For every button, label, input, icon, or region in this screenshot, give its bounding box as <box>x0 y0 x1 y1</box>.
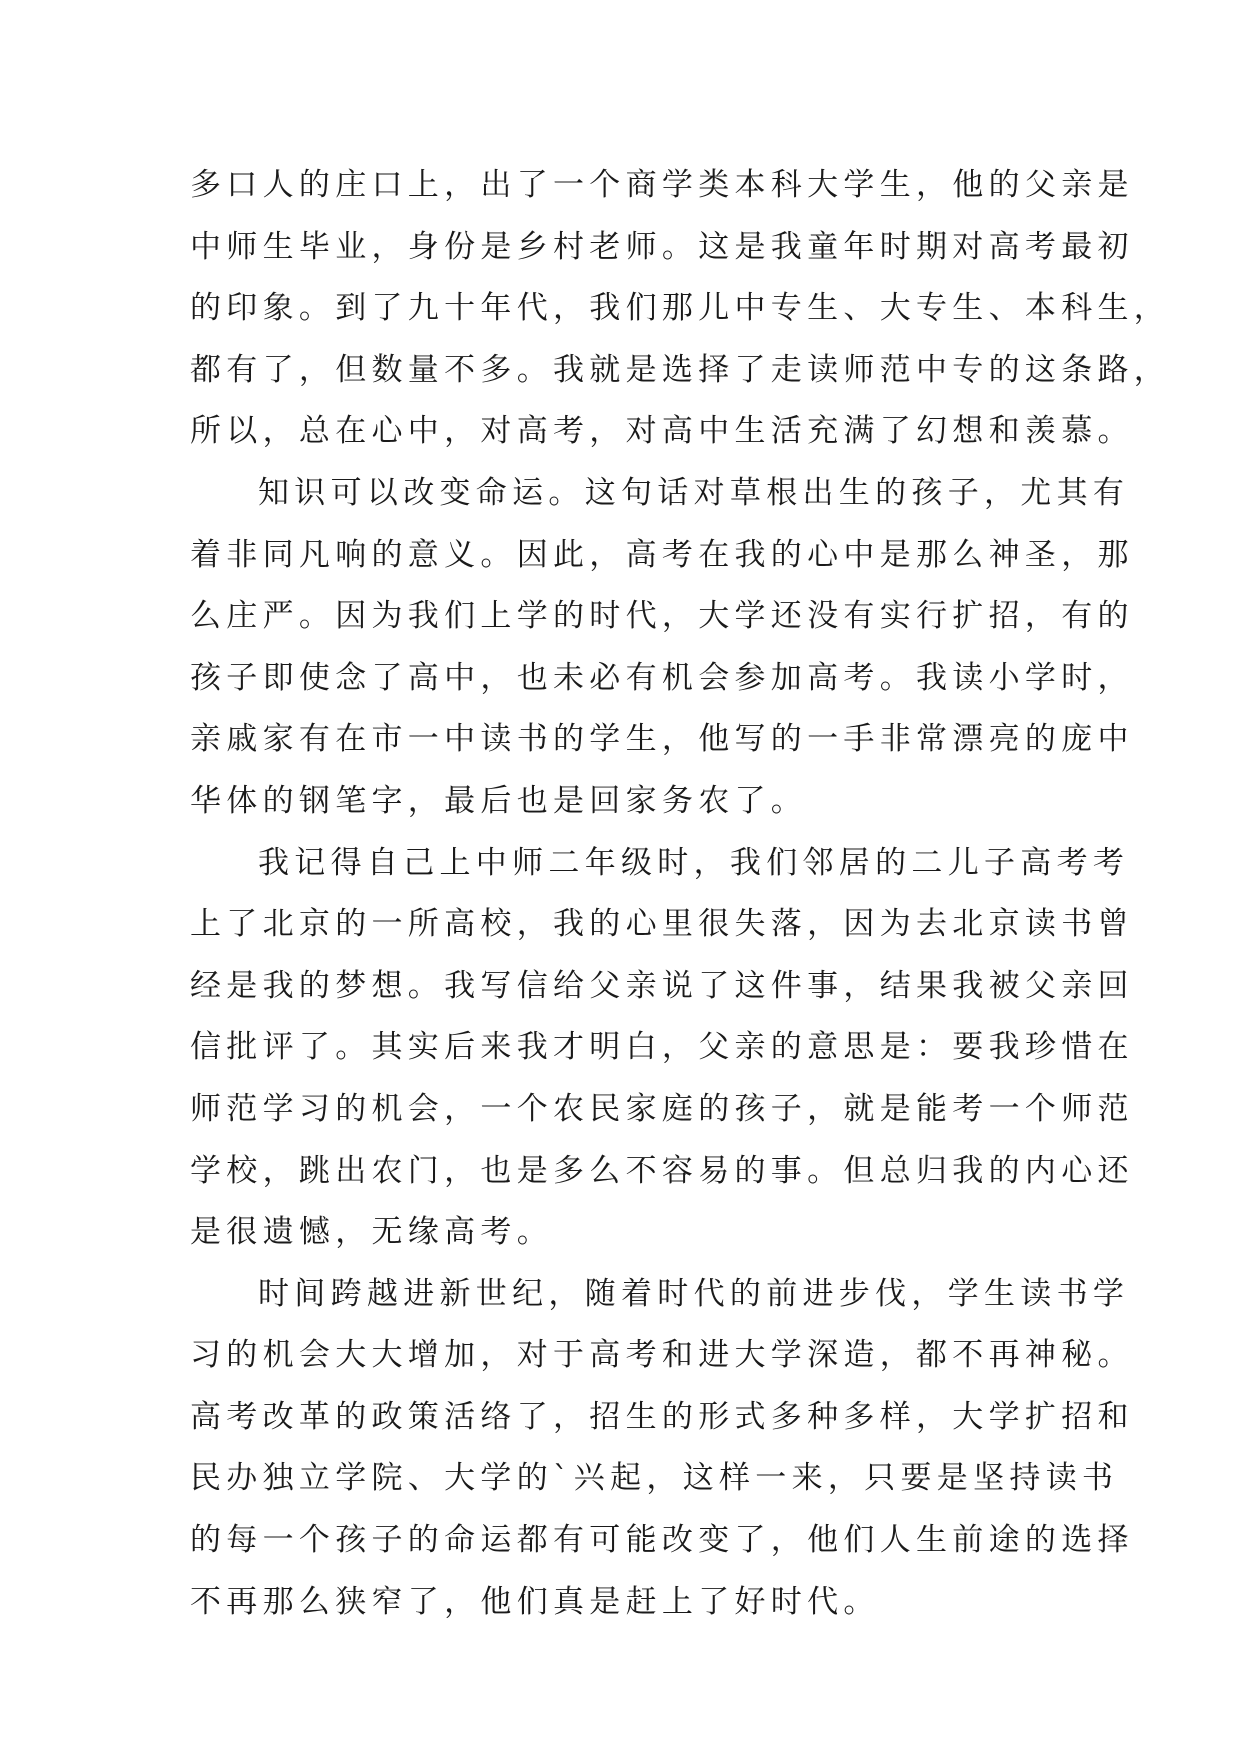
text-line: 的每一个孩子的命运都有可能改变了，他们人生前途的选择 <box>190 1522 1134 1559</box>
text-line: 孩子即使念了高中，也未必有机会参加高考。我读小学时， <box>190 659 1134 696</box>
text-line: 学校，跳出农门，也是多么不容易的事。但总归我的内心还 <box>190 1152 1134 1189</box>
text-line: 亲戚家有在市一中读书的学生，他写的一手非常漂亮的庞中 <box>190 721 1134 758</box>
text-line: 习的机会大大增加，对于高考和进大学深造，都不再神秘。 <box>190 1337 1134 1374</box>
text-line: 都有了，但数量不多。我就是选择了走读师范中专的这条路， <box>190 351 1171 388</box>
paragraph-first-line: 我记得自己上中师二年级时，我们邻居的二儿子高考考 <box>258 844 1130 881</box>
text-line: 师范学习的机会，一个农民家庭的孩子，就是能考一个师范 <box>190 1090 1134 1127</box>
paragraph-first-line: 时间跨越进新世纪，随着时代的前进步伐，学生读书学 <box>258 1275 1130 1312</box>
text-line: 着非同凡响的意义。因此，高考在我的心中是那么神圣，那 <box>190 536 1134 573</box>
text-line: 所以，总在心中，对高考，对高中生活充满了幻想和羡慕。 <box>190 413 1134 450</box>
text-line: 民办独立学院、大学的`兴起，这样一来，只要是坚持读书 <box>190 1460 1119 1497</box>
text-line: 多口人的庄口上，出了一个商学类本科大学生，他的父亲是 <box>190 167 1134 203</box>
article-body <box>190 155 1171 1633</box>
text-line: 的印象。到了九十年代，我们那儿中专生、大专生、本科生， <box>190 290 1171 327</box>
text-line: 中师生毕业，身份是乡村老师。这是我童年时期对高考最初 <box>190 228 1134 265</box>
text-line: 华体的钢笔字，最后也是回家务农了。 <box>190 782 808 819</box>
text-line: 不再那么狭窄了，他们真是赶上了好时代。 <box>190 1583 880 1620</box>
text-line: 是很遗憾，无缘高考。 <box>190 1214 553 1251</box>
text-line: 经是我的梦想。我写信给父亲说了这件事，结果我被父亲回 <box>190 967 1134 1004</box>
text-line: 高考改革的政策活络了，招生的形式多种多样，大学扩招和 <box>190 1398 1134 1435</box>
paragraph-first-line: 知识可以改变命运。这句话对草根出生的孩子，尤其有 <box>258 474 1130 511</box>
text-line: 上了北京的一所高校，我的心里很失落，因为去北京读书曾 <box>190 906 1134 943</box>
text-line: 信批评了。其实后来我才明白，父亲的意思是：要我珍惜在 <box>190 1029 1134 1066</box>
text-line: 么庄严。因为我们上学的时代，大学还没有实行扩招，有的 <box>190 598 1134 635</box>
